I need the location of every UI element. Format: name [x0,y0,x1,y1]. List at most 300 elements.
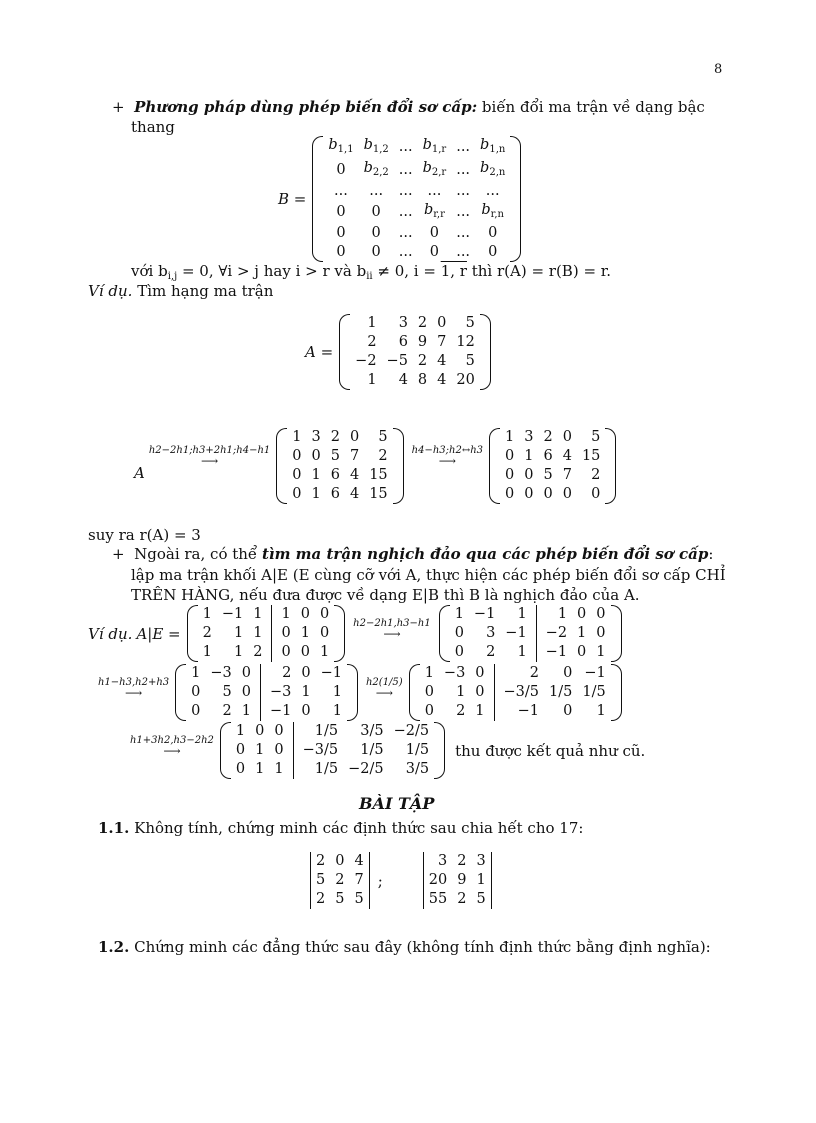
exercise-heading: BÀI TẬP [359,794,435,813]
matrix-cell: 1/5 [405,742,430,758]
op-3 [353,619,431,639]
matrix-cell: 5 [378,429,388,445]
matrix-cell: 5 [465,315,475,331]
left-paren [220,722,231,779]
right-paren [510,136,521,262]
augmented-4-left [231,722,289,779]
matrix-cell: 0 [562,486,572,502]
matrix-cell: 1 [517,606,527,622]
matrix-cell: 2 [378,448,388,464]
matrix-cell: −1 [221,606,244,622]
op-5-label: h2(1/5) [365,676,403,688]
matrix-cell: 0 [424,684,434,700]
bullet: + [112,545,125,563]
matrix-cell: 1 [255,761,265,777]
example-label: Ví dụ. [88,282,133,300]
matrix-row [276,624,334,643]
arrow-icon: ⟶ [375,685,393,700]
matrix-cell: $b_{2,n}$ [480,160,506,178]
example2-expr: A|E = [136,624,181,643]
matrix-row [323,182,510,201]
det-right-bar [369,852,370,909]
matrix-cell: 20 [428,872,448,888]
matrix-cell: −1 [270,703,292,719]
matrix-cell: 0 [577,606,587,622]
left-paren [439,605,450,662]
matrix-cell: 1/5 [582,684,606,700]
matrix-cell: $b_{r,n}$ [481,202,504,220]
divider [260,664,261,721]
det-separator: ; [377,871,383,890]
right-paren [434,722,445,779]
matrix-cell: ... [369,183,384,199]
matrix-B-label: B = [278,190,307,208]
matrix-cell: −3/5 [503,684,540,700]
augmented-1-right [541,605,611,662]
matrix-cell: 1 [255,742,265,758]
augmented-1 [439,605,622,662]
matrix-row [276,605,334,624]
matrix-cell: 0 [241,665,251,681]
augmented-2 [175,664,358,721]
condition-range: 1, r [440,262,467,280]
arrow-icon: ⟶ [163,743,181,758]
matrix-cell: 1/5 [549,684,573,700]
matrix-cell: $b_{2,r}$ [422,160,447,178]
example2-label: Ví dụ. [88,624,133,643]
matrix-cell: −3/5 [302,742,339,758]
matrix-row [265,702,347,721]
matrix-cell: 0 [274,723,284,739]
determinants [310,852,492,909]
condition-sub2: ii [366,271,373,282]
matrix-row [265,683,347,702]
matrix-row [298,722,435,741]
method-text: biến đổi ma trận về dạng bậc [481,98,705,116]
matrix-cell: ... [456,244,471,260]
matrix-cell: 0 [475,665,485,681]
op-1 [149,446,270,466]
matrix-cell: −2/5 [348,761,384,777]
matrix-row [186,683,256,702]
matrix-cell: 0 [454,625,464,641]
matrix-row [198,605,268,624]
matrix-cell: 0 [235,742,246,758]
matrix-cell: 1 [367,315,377,331]
matrix-cell: 0 [524,467,534,483]
matrix-row [198,643,268,662]
matrix-cell: 2 [330,429,340,445]
matrix-cell: 5 [476,891,486,907]
matrix-cell: 0 [311,448,321,464]
left-paren [409,664,420,721]
left-paren [276,428,287,504]
matrix-cell: 1 [274,761,284,777]
matrix-cell: 1 [424,665,434,681]
matrix-row [198,624,268,643]
matrix-cell: ... [427,183,442,199]
matrix-cell: 1 [517,644,527,660]
matrix-cell: 0 [292,467,302,483]
matrix-cell: 15 [369,467,388,483]
example-line [88,282,273,300]
divider [271,605,272,662]
matrix-cell: 3/5 [360,723,384,739]
determinant-2 [423,852,492,909]
matrix-cell: 5 [354,891,364,907]
matrix-A2-table [500,428,605,504]
inverse-line-3: TRÊN HÀNG, nếu đưa được về dạng E|B thì B là nghịch đảo của A. [131,586,640,604]
matrix-cell: 55 [428,891,448,907]
matrix-cell: 15 [369,486,388,502]
matrix-cell: ... [398,183,413,199]
matrix-cell: 5 [222,684,232,700]
right-paren [334,605,345,662]
matrix-cell: 1 [596,644,606,660]
matrix-row [350,333,480,352]
matrix-cell: 6 [398,334,408,350]
matrix-cell: 0 [235,761,246,777]
matrix-cell: 0 [274,742,284,758]
matrix-cell: −1 [545,644,568,660]
matrix-cell: ... [456,183,471,199]
matrix-cell: 0 [336,225,346,241]
example-text: Tìm hạng ma trận [137,282,274,300]
matrix-row [323,243,510,262]
matrix-cell: 0 [563,665,573,681]
augmented-row-1 [88,605,622,662]
matrix-row [450,624,532,643]
matrix-row [500,447,605,466]
left-paren [187,605,198,662]
matrix-cell: 0 [429,225,440,241]
arrow-icon: ⟶ [383,626,401,641]
augmented-0-left [198,605,268,662]
matrix-cell: $b_{r,r}$ [423,202,445,220]
matrix-cell: 4 [562,448,572,464]
matrix-cell: 1 [311,486,321,502]
matrix-cell: 1 [202,606,212,622]
matrix-cell: 1/5 [360,742,384,758]
matrix-cell: 0 [505,448,515,464]
matrix-row [323,201,510,224]
matrix-cell: 0 [371,244,381,260]
matrix-cell: 2 [417,353,428,369]
divider [293,722,294,779]
matrix-cell: 3 [311,429,321,445]
matrix-row [231,760,289,779]
matrix-cell: 0 [424,703,434,719]
matrix-cell: $b_{2,2}$ [363,160,389,178]
matrix-cell: 9 [457,872,467,888]
matrix-cell: ... [398,162,413,178]
exercise-2 [98,938,711,956]
matrix-cell: 1 [202,644,212,660]
matrix-A-label: A = [305,343,334,361]
matrix-cell: 7 [349,448,360,464]
op-1-label: h2−2h1;h3+2h1;h4−h1 [148,445,271,456]
condition-pre: với b [131,262,168,280]
matrix-cell: −2/5 [393,723,430,739]
matrix-cell: 1 [281,606,291,622]
matrix-cell: 0 [292,448,302,464]
matrix-cell: 2 [543,429,553,445]
op-2-label: h4−h3;h2↔h3 [411,445,483,456]
matrix-row [420,683,490,702]
matrix-cell: 2 [456,703,466,719]
matrix-cell: 0 [301,703,311,719]
matrix-cell: 2 [316,853,326,869]
matrix-cell: 2 [222,703,232,719]
matrix-cell: ... [398,244,413,260]
matrix-row [323,159,510,182]
matrix-row [499,664,611,683]
divider [494,664,495,721]
matrix-cell: 1 [292,429,302,445]
matrix-cell: 1 [241,703,251,719]
matrix-cell: 6 [330,486,340,502]
matrix-cell: $b_{1,r}$ [422,137,447,155]
arrow-icon: ⟶ [200,454,219,468]
matrix-cell: 1 [367,372,377,388]
matrix-cell: 5 [543,467,553,483]
matrix-row [541,624,611,643]
matrix-cell: 8 [417,372,428,388]
matrix-cell: 12 [456,334,475,350]
matrix-cell: 6 [330,467,340,483]
matrix-row [287,447,392,466]
op-2 [412,446,483,466]
matrix-cell: 0 [335,853,345,869]
matrix-cell: 0 [281,625,291,641]
matrix-cell: ... [456,204,471,220]
condition-mid2: ≠ 0, i = [372,262,441,280]
matrix-cell: ... [456,162,471,178]
determinant-1-table [311,852,369,909]
exercise-1-text: Không tính, chứng minh các định thức sau chia hết cho 17: [134,819,584,837]
augmented-3 [409,664,622,721]
augmented-3-left [420,664,490,721]
augmented-row-2 [98,664,622,721]
matrix-cell: 1 [253,606,263,622]
matrix-row [323,136,510,159]
matrix-cell: ... [485,183,500,199]
matrix-cell: 5 [316,872,326,888]
right-paren [611,664,622,721]
matrix-cell: 3 [476,853,486,869]
matrix-row [231,722,289,741]
matrix-cell: 0 [562,429,572,445]
matrix-cell: 0 [191,703,201,719]
matrix-row [500,428,605,447]
matrix-row [424,890,491,909]
matrix-cell: 1 [301,684,311,700]
matrix-row [186,664,256,683]
matrix-cell: 0 [591,486,601,502]
matrix-row [311,871,369,890]
matrix-cell: 6 [543,448,553,464]
matrix-cell: 1 [577,625,587,641]
matrix-B [312,136,521,262]
right-paren [347,664,358,721]
matrix-cell: −3 [270,684,292,700]
matrix-row [500,466,605,485]
matrix-cell: 0 [505,486,515,502]
matrix-cell: 2 [417,315,428,331]
matrix-cell: ... [398,204,413,220]
matrix-cell: 1 [311,467,321,483]
matrix-row [499,702,611,721]
inverse-colon: : [708,545,714,563]
bullet: + [112,98,125,116]
matrix-cell: 2 [367,334,377,350]
matrix-cell: 0 [577,644,587,660]
matrix-cell: 0 [371,204,381,220]
condition-mid: = 0, ∀i > j hay i > r và b [177,262,367,280]
matrix-cell: 2 [486,644,496,660]
matrix-row [499,683,611,702]
matrix-cell: 0 [437,315,447,331]
augmented-4-right [298,722,435,779]
right-paren [605,428,616,504]
right-paren [480,314,491,390]
matrix-row [298,741,435,760]
matrix-cell: −1 [584,665,606,681]
matrix-A-block [305,314,491,390]
method-title: Phương pháp dùng phép biến đổi sơ cấp: [134,98,478,116]
matrix-row [424,852,491,871]
matrix-row [311,890,369,909]
matrix-cell: 1 [191,665,201,681]
matrix-cell: 0 [301,665,311,681]
matrix-row [450,605,532,624]
matrix-cell: 1 [454,606,464,622]
matrix-cell: 0 [191,684,201,700]
matrix-cell: 0 [488,244,498,260]
matrix-cell: 7 [562,467,572,483]
matrix-cell: 0 [292,486,302,502]
matrix-cell: $b_{1,1}$ [328,137,354,155]
matrix-cell: 2 [282,665,292,681]
matrix-row [500,485,605,504]
matrix-cell: 1 [557,606,568,622]
reduction-chain [134,428,616,504]
matrix-row [298,760,435,779]
matrix-cell: 4 [349,467,360,483]
matrix-row [420,702,490,721]
matrix-cell: 7 [354,872,364,888]
left-paren [175,664,186,721]
matrix-cell: 1 [319,644,330,660]
matrix-cell: 20 [456,372,475,388]
condition-post: thì r(A) = r(B) = r. [466,262,612,280]
matrix-cell: 1/5 [314,761,339,777]
inverse-line-2: lập ma trận khối A|E (E cùng cỡ với A, thực hiện các phép biến đổi sơ cấp CHỈ [131,566,726,584]
matrix-row [541,643,611,662]
exercise-2-number: 1.2. [98,938,130,956]
matrix-cell: 5 [591,429,601,445]
matrix-cell: −3 [443,665,466,681]
op-6 [130,736,214,756]
matrix-row [350,371,480,390]
matrix-row [186,702,256,721]
augmented-4 [220,722,445,779]
matrix-cell: 4 [437,372,447,388]
matrix-cell: $b_{1,2}$ [363,137,389,155]
matrix-cell: 0 [505,467,515,483]
matrix-row [450,643,532,662]
matrix-cell: 1 [234,644,244,660]
matrix-cell: −3 [210,665,232,681]
matrix-cell: 1 [332,684,342,700]
matrix-cell: 0 [543,486,553,502]
matrix-cell: 3 [524,429,534,445]
matrix-B-block [278,136,521,262]
matrix-cell: 0 [336,244,346,260]
matrix-cell: 0 [596,625,606,641]
matrix-cell: 1 [235,723,246,739]
matrix-cell: 0 [300,644,310,660]
matrix-cell: 1 [524,448,534,464]
matrix-cell: 2 [202,625,212,641]
inverse-line-1 [112,545,713,563]
matrix-row [287,466,392,485]
matrix-cell: 0 [336,162,346,178]
matrix-cell: 3/5 [405,761,430,777]
augmented-row-3 [130,722,645,779]
op-4-label: h1−h3,h2+h3 [98,676,170,688]
matrix-cell: 1 [476,872,486,888]
matrix-cell: 4 [354,853,364,869]
matrix-cell: 2 [457,853,467,869]
matrix-cell: $b_{1,n}$ [480,137,506,155]
augmented-3-right [499,664,611,721]
matrix-cell: 5 [335,891,345,907]
matrix-cell: 2 [529,665,540,681]
matrix-cell: 0 [255,723,265,739]
matrix-cell: 3 [486,625,496,641]
augmented-suffix: thu được kết quả như cũ. [455,741,646,760]
matrix-cell: −5 [386,353,408,369]
matrix-cell: −2 [545,625,568,641]
matrix-cell: 0 [241,684,251,700]
left-paren [312,136,323,262]
op-3-label: h2−2h1,h3−h1 [353,617,431,629]
augmented-0-right [276,605,334,662]
matrix-row [231,741,289,760]
matrix-row [287,428,392,447]
matrix-cell: 3 [398,315,408,331]
matrix-cell: −2 [355,353,377,369]
matrix-cell: 1 [456,684,466,700]
determinant-2-table [424,852,491,909]
arrow-icon: ⟶ [124,685,143,700]
matrix-cell: 1 [234,625,244,641]
matrix-row [276,643,334,662]
matrix-cell: 3 [437,853,448,869]
matrix-row [350,352,480,371]
matrix-cell: 5 [465,353,475,369]
matrix-A [339,314,491,390]
matrix-A2 [489,428,616,504]
matrix-cell: 4 [398,372,408,388]
condition-sub: i,j [167,271,178,282]
matrix-cell: 0 [454,644,464,660]
exercise-2-text: Chứng minh các đẳng thức sau đây (không tính định thức bằng định nghĩa): [134,938,711,956]
matrix-cell: 1 [505,429,515,445]
matrix-row [350,314,480,333]
matrix-cell: 0 [475,684,485,700]
